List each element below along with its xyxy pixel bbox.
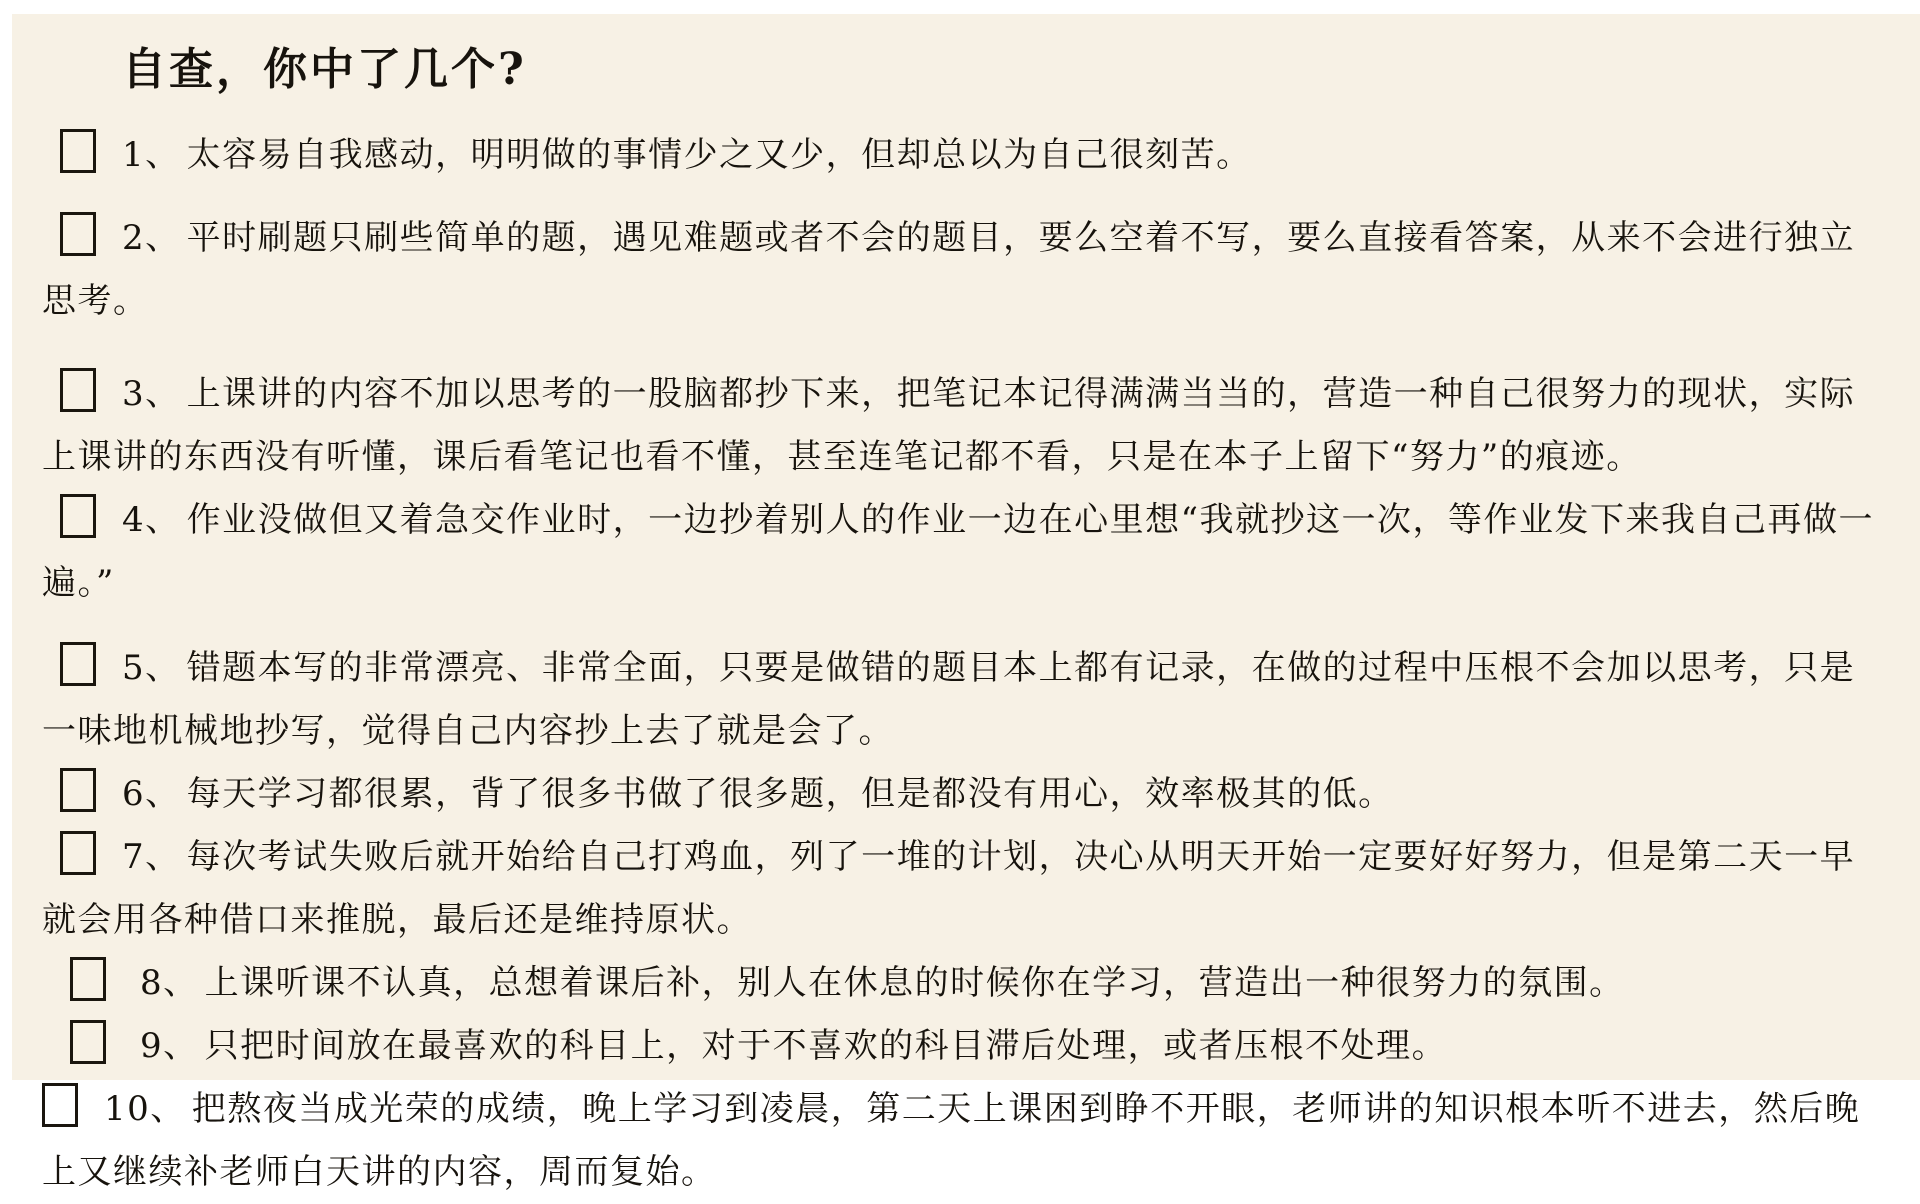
item-text: 只把时间放在最喜欢的科目上，对于不喜欢的科目滞后处理，或者压根不处理。 (205, 1026, 1448, 1066)
item-text: 每次考试失败后就开始给自己打鸡血，列了一堆的计划，决心从明天开始一定要好好努力，但是第二天一早就会用各种借口来推脱，最后还是维持原状。 (42, 837, 1855, 940)
checklist-item (42, 637, 1890, 763)
item-text: 把熬夜当成光荣的成绩，晚上学习到凌晨，第二天上课困到睁不开眼，老师讲的知识根本听不进去，然后晚上又继续补老师白天讲的内容，周而复始。 (42, 1089, 1860, 1192)
checklist-item (42, 826, 1890, 952)
checklist (12, 124, 1920, 1204)
item-number: 4、 (122, 500, 187, 540)
checklist-item (42, 1078, 1890, 1204)
checkbox-unchecked[interactable] (60, 768, 96, 812)
item-text: 每天学习都很累，背了很多书做了很多题，但是都没有用心，效率极其的低。 (187, 774, 1394, 814)
item-number: 8、 (140, 963, 205, 1003)
checkbox-unchecked[interactable] (60, 494, 96, 538)
checkbox-unchecked[interactable] (70, 957, 106, 1001)
item-number: 2、 (122, 218, 187, 258)
checkbox-unchecked[interactable] (60, 642, 96, 686)
item-number: 10、 (104, 1089, 192, 1129)
item-text: 错题本写的非常漂亮、非常全面，只要是做错的题目本上都有记录，在做的过程中压根不会加以思考，只是一味地机械地抄写，觉得自己内容抄上去了就是会了。 (42, 648, 1855, 751)
item-number: 3、 (122, 374, 187, 414)
item-text: 上课讲的内容不加以思考的一股脑都抄下来，把笔记本记得满满当当的，营造一种自己很努力的现状，实际上课讲的东西没有听懂，课后看笔记也看不懂，甚至连笔记都不看，只是在本子上留下“努力”的痕迹。 (42, 374, 1855, 477)
checkbox-unchecked[interactable] (60, 831, 96, 875)
item-number: 1、 (122, 135, 187, 175)
document-page (12, 14, 1920, 1080)
checkbox-unchecked[interactable] (42, 1083, 78, 1127)
page-title: 自查，你中了几个? (122, 42, 1920, 98)
item-text: 平时刷题只刷些简单的题，遇见难题或者不会的题目，要么空着不写，要么直接看答案，从来不会进行独立思考。 (42, 218, 1855, 321)
checklist-item (42, 124, 1890, 187)
item-number: 6、 (122, 774, 187, 814)
checkbox-unchecked[interactable] (70, 1020, 106, 1064)
checkbox-unchecked[interactable] (60, 368, 96, 412)
item-number: 7、 (122, 837, 187, 877)
checklist-item (42, 952, 1890, 1015)
item-number: 9、 (140, 1026, 205, 1066)
checklist-item (42, 207, 1890, 333)
checklist-item (42, 1015, 1890, 1078)
checklist-item (42, 489, 1890, 615)
item-text: 作业没做但又着急交作业时，一边抄着别人的作业一边在心里想“我就抄这一次，等作业发下来我自己再做一遍。” (42, 500, 1874, 603)
checklist-item (42, 363, 1890, 489)
checkbox-unchecked[interactable] (60, 212, 96, 256)
item-text: 上课听课不认真，总想着课后补，别人在休息的时候你在学习，营造出一种很努力的氛围。 (205, 963, 1625, 1003)
item-text: 太容易自我感动，明明做的事情少之又少，但却总以为自己很刻苦。 (187, 135, 1252, 175)
checklist-item (42, 763, 1890, 826)
item-number: 5、 (122, 648, 187, 688)
checkbox-unchecked[interactable] (60, 129, 96, 173)
